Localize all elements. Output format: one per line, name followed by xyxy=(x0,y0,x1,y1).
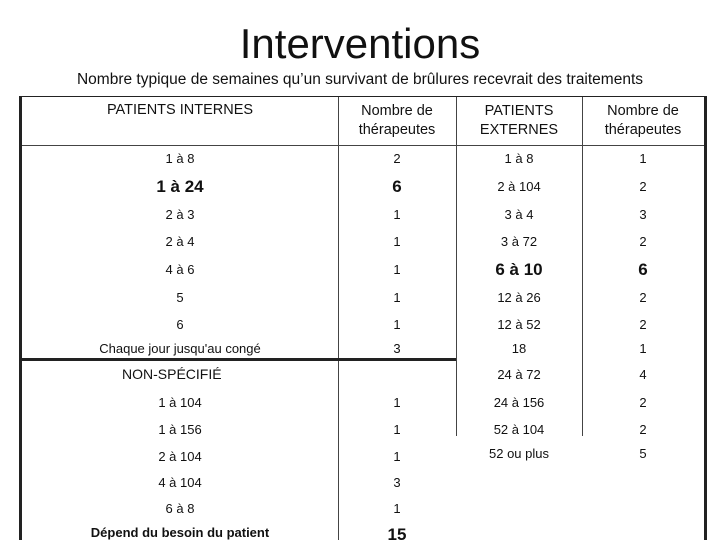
outpatient-weeks: 24 à 156 xyxy=(493,395,545,410)
inpatient-therapists: 3 xyxy=(393,341,401,356)
interventions-table xyxy=(19,96,707,540)
inpatient-weeks: 2 à 4 xyxy=(165,234,195,249)
column-divider xyxy=(456,97,457,436)
header-inpatients: PATIENTS INTERNES xyxy=(106,102,254,118)
table-row xyxy=(22,469,704,496)
outpatient-weeks: 52 à 104 xyxy=(493,422,545,437)
inpatient-section-unspecified: NON-SPÉCIFIÉ xyxy=(122,365,222,382)
outpatient-therapists: 2 xyxy=(639,317,647,332)
table-row xyxy=(22,359,704,389)
table-row xyxy=(22,145,704,172)
table-row xyxy=(22,416,704,443)
table-row xyxy=(22,389,704,416)
header-outpatients: PATIENTS EXTERNES xyxy=(479,103,559,138)
section-divider xyxy=(22,358,338,361)
table-row xyxy=(22,338,704,359)
table-row xyxy=(22,228,704,255)
outpatient-therapists: 2 xyxy=(639,178,647,194)
inpatient-weeks: 1 à 156 xyxy=(158,422,202,437)
column-divider xyxy=(582,97,583,436)
header-therapists-inpatients: Nombre de thérapeutes xyxy=(358,103,436,138)
inpatient-weeks: 4 à 104 xyxy=(158,475,202,490)
inpatient-therapists: 1 xyxy=(393,262,401,277)
table-row xyxy=(22,496,704,520)
outpatient-weeks: 52 ou plus xyxy=(489,446,549,461)
outpatient-therapists: 1 xyxy=(639,341,647,356)
outpatient-therapists: 4 xyxy=(639,366,647,382)
outpatient-weeks: 6 à 10 xyxy=(495,260,543,279)
inpatient-therapists xyxy=(338,359,456,389)
inpatient-therapists: 1 xyxy=(393,422,401,437)
outpatient-weeks: 24 à 72 xyxy=(497,366,541,382)
outpatient-weeks: 18 xyxy=(511,341,527,356)
outpatient-therapists: 2 xyxy=(639,234,647,249)
outpatient-weeks: 3 à 4 xyxy=(504,206,534,222)
outpatient-therapists: 6 xyxy=(638,260,648,279)
outpatient-weeks: 12 à 26 xyxy=(497,290,541,305)
inpatient-weeks: 1 à 8 xyxy=(165,151,195,166)
page-title: Interventions xyxy=(239,20,481,67)
inpatient-therapists: 1 xyxy=(393,234,401,249)
inpatient-weeks: Chaque jour jusqu'au congé xyxy=(99,341,261,356)
inpatient-therapists: 2 xyxy=(393,151,401,166)
outpatient-therapists: 3 xyxy=(639,206,647,222)
inpatient-weeks: 2 à 3 xyxy=(165,206,195,222)
inpatient-therapists: 15 xyxy=(387,525,407,540)
inpatient-weeks: 6 xyxy=(176,317,184,332)
table-row xyxy=(22,284,704,311)
table-row xyxy=(22,200,704,228)
inpatient-therapists: 1 xyxy=(393,206,401,222)
table-row xyxy=(22,520,704,540)
inpatient-weeks: 1 à 24 xyxy=(156,176,204,196)
inpatient-weeks: 4 à 6 xyxy=(165,262,195,277)
inpatient-therapists: 1 xyxy=(393,448,401,464)
table-row xyxy=(22,255,704,284)
inpatient-therapists: 6 xyxy=(392,176,402,196)
section-divider xyxy=(338,358,456,361)
inpatient-therapists: 1 xyxy=(393,395,401,410)
inpatient-weeks: 5 xyxy=(176,290,184,305)
outpatient-weeks: 2 à 104 xyxy=(497,178,541,194)
inpatient-therapists: 3 xyxy=(393,475,401,490)
inpatient-therapists: 1 xyxy=(393,317,401,332)
table-header-row xyxy=(22,97,704,145)
inpatient-weeks: Dépend du besoin du patient xyxy=(90,525,270,540)
inpatient-weeks: 2 à 104 xyxy=(158,448,202,464)
outpatient-weeks: 12 à 52 xyxy=(497,317,541,332)
outpatient-therapists: 2 xyxy=(639,422,647,437)
outpatient-weeks: 3 à 72 xyxy=(500,234,538,249)
outpatient-weeks: 1 à 8 xyxy=(504,151,534,166)
inpatient-therapists: 1 xyxy=(393,290,401,305)
header-therapists-outpatients: Nombre de thérapeutes xyxy=(604,103,682,138)
column-divider xyxy=(338,97,339,540)
outpatient-therapists: 2 xyxy=(639,290,647,305)
outpatient-therapists: 5 xyxy=(639,446,647,461)
page-subtitle: Nombre typique de semaines qu’un survivant de brûlures recevrait des traitements xyxy=(76,71,644,88)
inpatient-therapists: 1 xyxy=(393,500,401,516)
table-row xyxy=(22,311,704,338)
table-row xyxy=(22,443,704,469)
outpatient-therapists: 2 xyxy=(639,395,647,410)
outpatient-therapists: 1 xyxy=(639,151,647,166)
table-row xyxy=(22,172,704,200)
inpatient-weeks: 6 à 8 xyxy=(165,500,195,516)
inpatient-weeks: 1 à 104 xyxy=(158,395,202,410)
row-divider xyxy=(22,145,704,146)
